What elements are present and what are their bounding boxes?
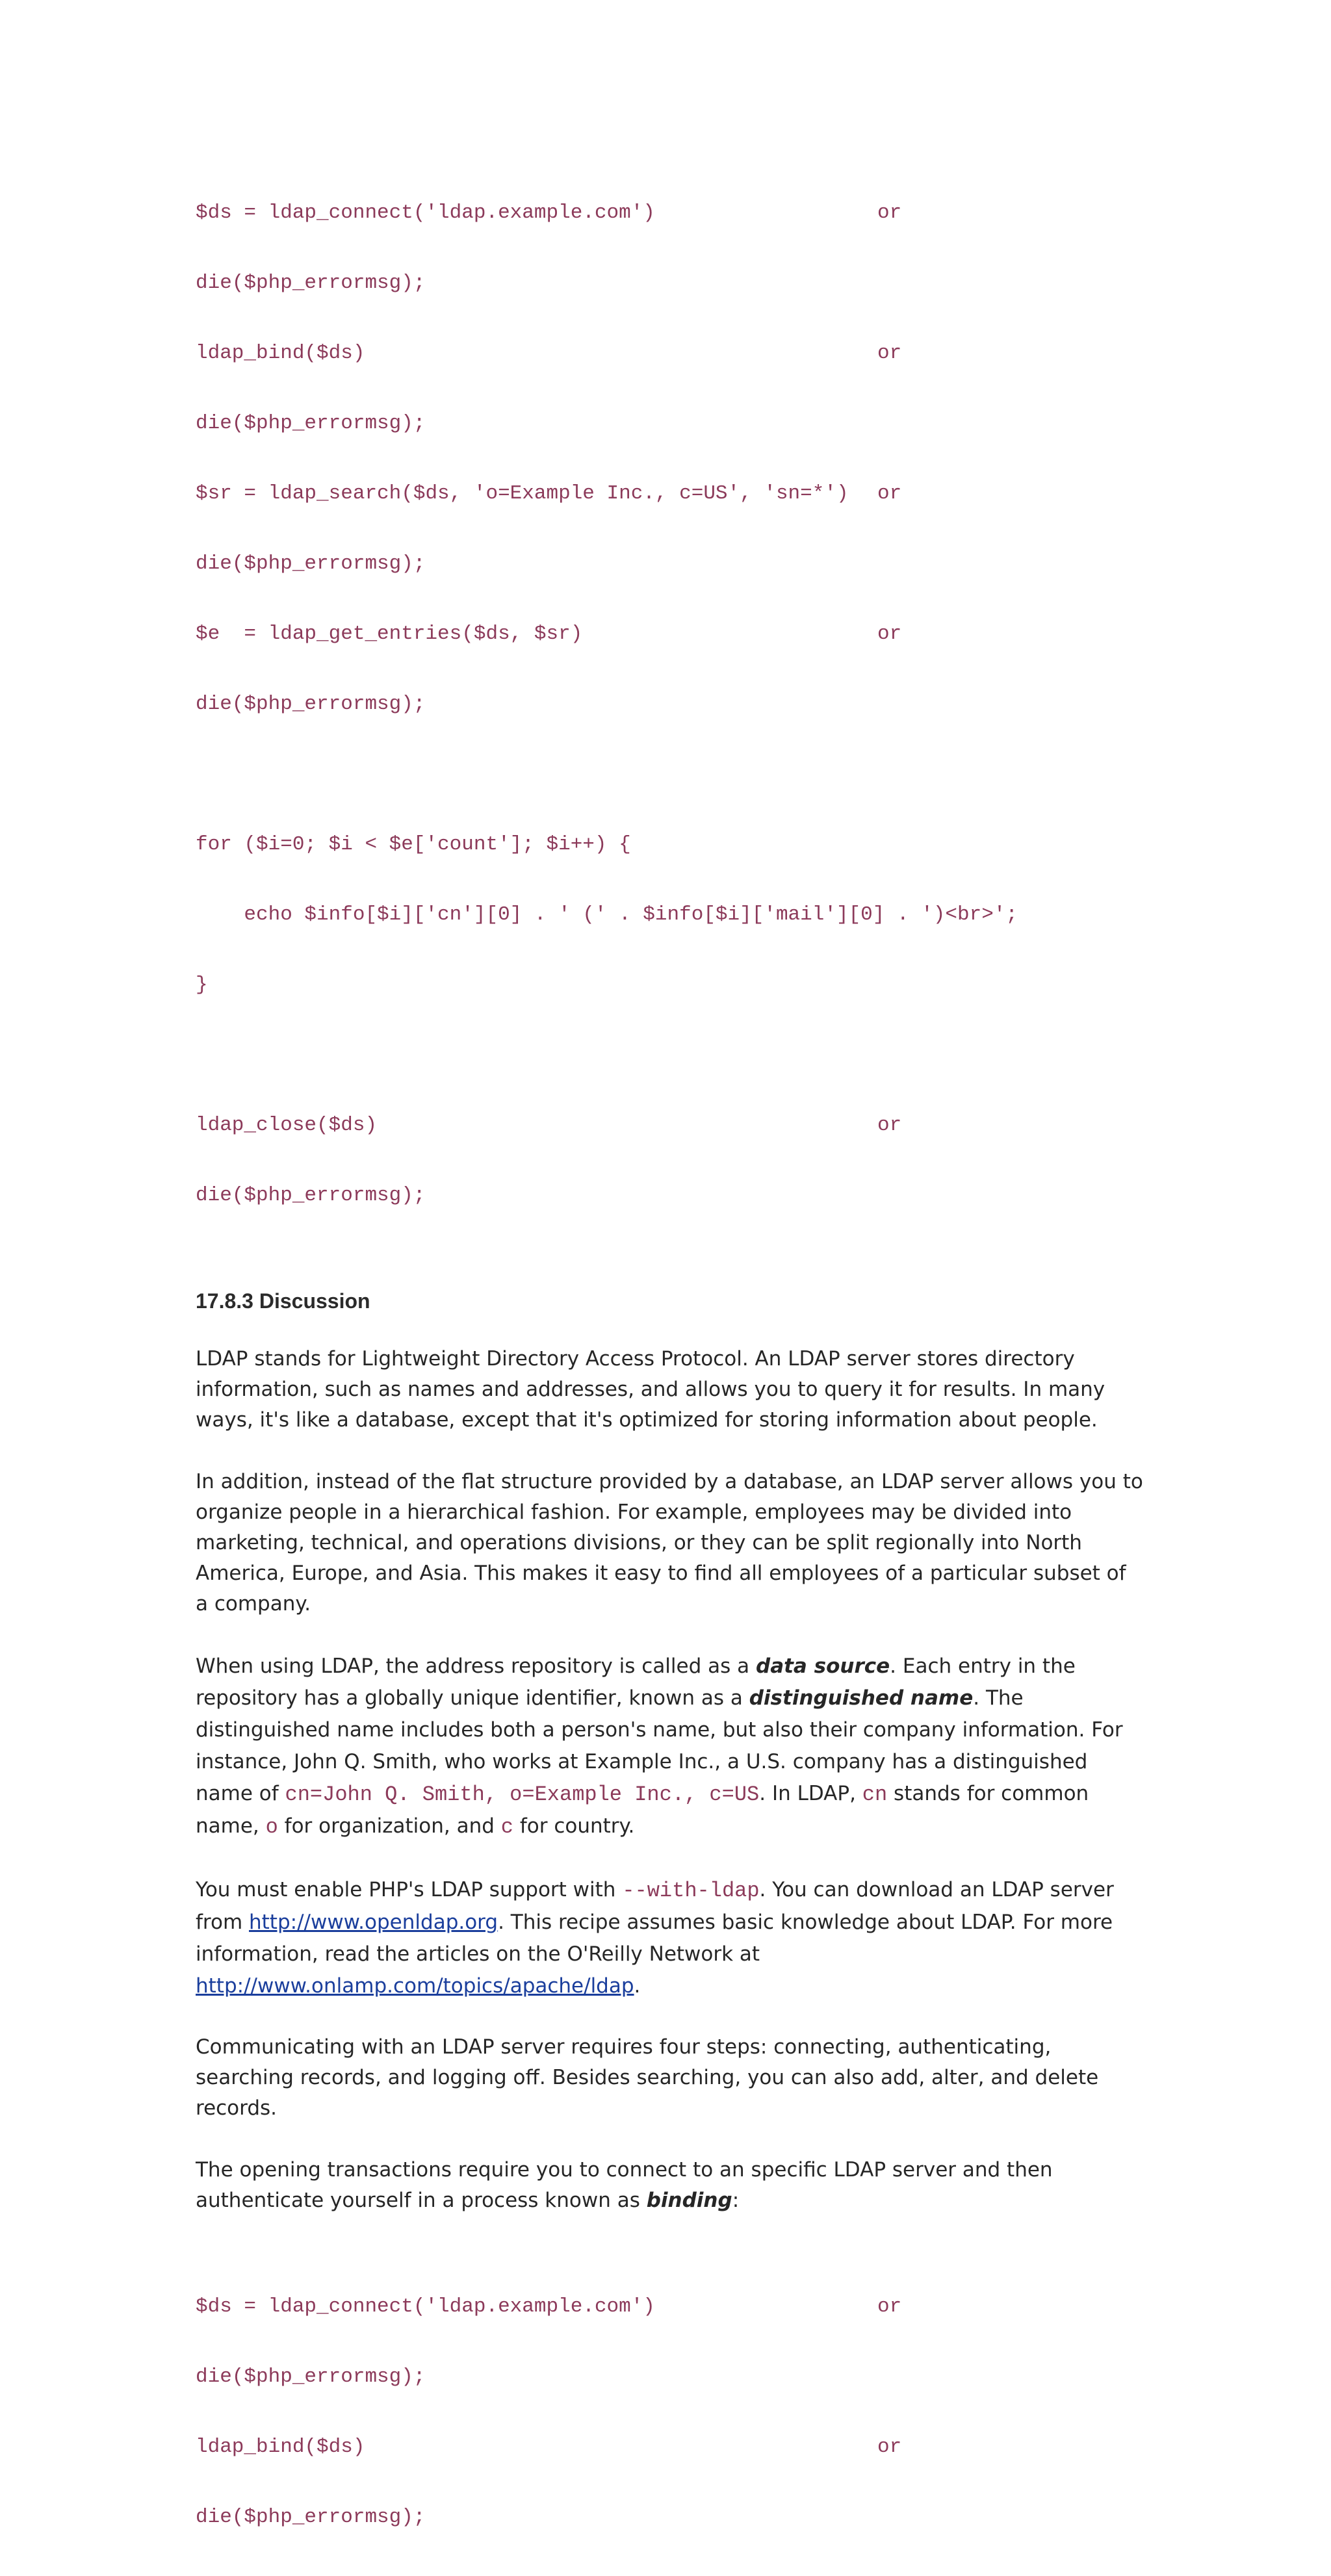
text-run: stands for common name, bbox=[196, 1782, 1089, 1838]
code-keyword: or bbox=[877, 1114, 902, 1137]
code-line bbox=[196, 412, 1144, 435]
code-line bbox=[196, 1114, 1144, 1137]
text-run: . bbox=[634, 1974, 641, 1998]
section-heading: 17.8.3 Discussion bbox=[196, 1289, 370, 1313]
code-statement: die($php_errormsg); bbox=[196, 2506, 426, 2529]
code-line bbox=[196, 1184, 1144, 1207]
text-run: . This recipe assumes basic knowledge about LDAP. For more information, read the articles on the O'Reilly Network at bbox=[196, 1911, 1113, 1966]
code-keyword: or bbox=[877, 342, 902, 365]
text-run: for organization, and bbox=[278, 1814, 501, 1838]
code-keyword: or bbox=[877, 2295, 902, 2318]
code-statement: die($php_errormsg); bbox=[196, 412, 426, 435]
code-line: for ($i=0; $i < $e['count']; $i++) { bbox=[196, 833, 631, 856]
inline-code-cn: cn bbox=[862, 1783, 888, 1807]
code-blank-line bbox=[196, 763, 1144, 786]
code-blank-line bbox=[196, 1044, 1144, 1067]
text-run: . The distinguished name includes both a person's name, but also their company information. For instance, John Q. Smith, who works at Example Inc., a U.S. company has a distinguished name of bbox=[196, 1686, 1123, 1805]
paragraph-data-source bbox=[196, 1651, 1144, 1843]
code-statement: ldap_bind($ds) bbox=[196, 2436, 365, 2458]
code-keyword: or bbox=[877, 201, 902, 224]
paragraph-hierarchy: In addition, instead of the flat structure provided by a database, an LDAP server allows you to organize people in a hierarchical fashion. For example, employees may be divided into marketing, technical, and operations divisions, or they can be split regionally into North America, Europe, and Asia. This makes it easy to find all employees of a particular subset of a company. bbox=[196, 1470, 1143, 1616]
paragraph-four-steps: Communicating with an LDAP server requires four steps: connecting, authenticating, searching records, and logging off. Besides searching, you can also add, alter, and delete records. bbox=[196, 2035, 1099, 2120]
emphasis-distinguished-name: distinguished name bbox=[749, 1686, 974, 1710]
inline-code-o: o bbox=[265, 1815, 278, 1839]
code-statement: $sr = ldap_search($ds, 'o=Example Inc., c=US', 'sn=*') bbox=[196, 482, 849, 505]
code-line: echo $info[$i]['cn'][0] . ' (' . $info[$i]['mail'][0] . ')<br>'; bbox=[196, 903, 1018, 926]
code-keyword: or bbox=[877, 2436, 902, 2458]
code-line bbox=[196, 2365, 1144, 2389]
code-block-connect-search bbox=[196, 155, 1144, 1254]
code-statement: die($php_errormsg); bbox=[196, 1184, 426, 1207]
code-statement: $e = ldap_get_entries($ds, $sr) bbox=[196, 623, 583, 645]
code-statement: $ds = ldap_connect('ldap.example.com') bbox=[196, 201, 655, 224]
code-line bbox=[196, 201, 1144, 225]
paragraph-enable-support bbox=[196, 1874, 1144, 2002]
paragraph-binding bbox=[196, 2155, 1144, 2216]
text-run: The opening transactions require you to connect to an specific LDAP server and then authenticate yourself in a process known as bbox=[196, 2158, 1053, 2212]
text-run: for country. bbox=[513, 1814, 635, 1838]
inline-code-dn-example: cn=John Q. Smith, o=Example Inc., c=US bbox=[285, 1783, 760, 1807]
code-statement: ldap_bind($ds) bbox=[196, 342, 365, 365]
code-statement: die($php_errormsg); bbox=[196, 693, 426, 715]
code-line: } bbox=[196, 973, 208, 996]
code-statement: ldap_close($ds) bbox=[196, 1114, 378, 1137]
code-statement: $ds = ldap_connect('ldap.example.com') bbox=[196, 2295, 655, 2318]
code-line bbox=[196, 693, 1144, 716]
text-run: . In LDAP, bbox=[759, 1782, 862, 1805]
code-line bbox=[196, 2436, 1144, 2459]
code-line bbox=[196, 552, 1144, 576]
code-keyword: or bbox=[877, 482, 902, 505]
link-openldap[interactable]: http://www.openldap.org bbox=[249, 1911, 498, 1934]
code-statement: die($php_errormsg); bbox=[196, 2365, 426, 2388]
code-keyword: or bbox=[877, 623, 902, 645]
text-run: . You can download an LDAP server from bbox=[196, 1878, 1114, 1934]
document-page bbox=[196, 155, 1144, 2576]
text-run: . Each entry in the repository has a globally unique identifier, known as a bbox=[196, 1655, 1076, 1710]
code-line bbox=[196, 2506, 1144, 2529]
emphasis-binding: binding bbox=[646, 2189, 732, 2212]
code-block-connect-bind bbox=[196, 2248, 1144, 2576]
text-run: When using LDAP, the address repository is called as a bbox=[196, 1655, 756, 1678]
text-run: : bbox=[732, 2189, 740, 2212]
code-statement: die($php_errormsg); bbox=[196, 272, 426, 294]
code-line bbox=[196, 342, 1144, 365]
paragraph-ldap-intro: LDAP stands for Lightweight Directory Access Protocol. An LDAP server stores directory information, such as names and addresses, and allows you to query it for results. In many ways, it's like a database, except that it's optimized for storing information about people. bbox=[196, 1347, 1105, 1432]
code-line bbox=[196, 272, 1144, 295]
code-line bbox=[196, 623, 1144, 646]
inline-code-c: c bbox=[500, 1815, 513, 1839]
text-run: You must enable PHP's LDAP support with bbox=[196, 1878, 623, 1901]
inline-code-with-ldap: --with-ldap bbox=[622, 1879, 760, 1903]
emphasis-data-source: data source bbox=[756, 1655, 890, 1678]
code-line bbox=[196, 2295, 1144, 2319]
code-statement: die($php_errormsg); bbox=[196, 552, 426, 575]
link-onlamp-ldap[interactable]: http://www.onlamp.com/topics/apache/ldap bbox=[196, 1974, 634, 1998]
code-line bbox=[196, 482, 1144, 506]
